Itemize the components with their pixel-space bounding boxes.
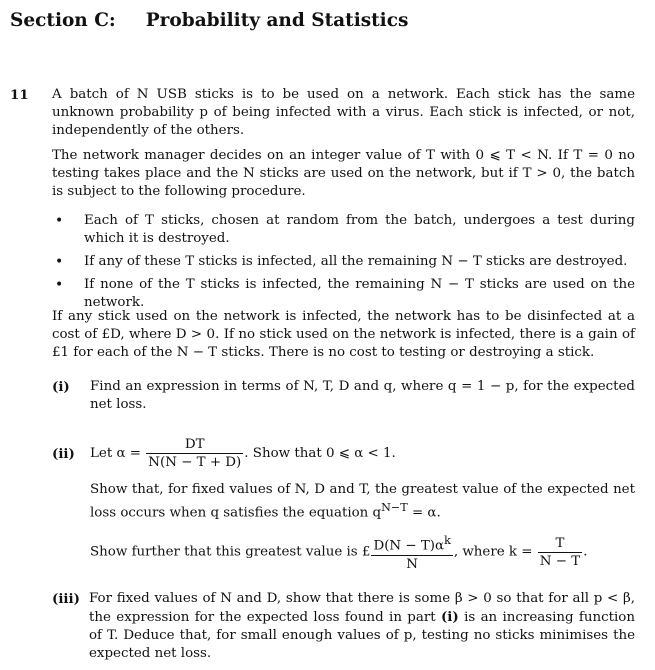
section-label: Section C:: [10, 10, 116, 31]
greatest-loss-a: Show that, for fixed values of N, D and T, the greatest value of the expected net loss occurs when q satisfies the equation q: [90, 482, 635, 521]
k-fraction: [538, 535, 582, 570]
question-number: 11: [10, 87, 29, 103]
alpha-fraction: [146, 436, 243, 471]
greatest-value-a: Show further that this greatest value is £: [90, 545, 371, 561]
alpha-let: Let α =: [90, 446, 141, 461]
part-ii: [52, 436, 635, 573]
part-reference: (i): [440, 609, 459, 625]
section-title: Probability and Statistics: [145, 10, 409, 31]
fraction-numerator: [371, 532, 452, 555]
list-item: • If none of the T sticks is infected, the remaining N − T sticks are used on the network.: [52, 276, 635, 312]
greatest-loss-b: = α.: [407, 505, 441, 521]
greatest-value-text: [90, 532, 635, 572]
fraction-denominator: N − T: [539, 554, 581, 570]
fraction-denominator: N: [406, 556, 418, 572]
question-procedure: The network manager decides on an integer value of T with 0 ⩽ T < N. If T = 0 no testing takes place and the N sticks are used on the network, but if T > 0, the batch is subject to the following procedure.: [52, 148, 635, 199]
part-i-text: Find an expression in terms of N, T, D and q, where q = 1 − p, for the expected net loss.: [90, 379, 635, 412]
fraction-numerator: T: [538, 535, 582, 553]
greatest-value-b: , where k =: [453, 545, 533, 561]
part-i: [52, 378, 635, 414]
question-intro: A batch of N USB sticks is to be used on a network. Each stick has the same unknown probability p of being infected with a virus. Each stick is infected, or not, independently of the others.: [52, 87, 635, 138]
value-fraction: [371, 532, 452, 572]
part-iii-b: is an increasing function of T. Deduce that, for small enough values of p, testing no sticks minimises the expected net loss.: [89, 610, 635, 661]
greatest-loss-text: [90, 481, 635, 522]
part-label: (i): [52, 379, 70, 395]
part-iii-text: [89, 590, 635, 663]
greatest-value-c: .: [583, 545, 588, 561]
part-iii-a: For fixed values of N and D, show that there is some β > 0 so that for all p < β, the expression for the expected loss found in part: [89, 591, 635, 625]
part-label: (ii): [52, 446, 75, 462]
value-numerator: D(N − T)α: [373, 538, 445, 554]
fraction-denominator: N(N − T + D): [148, 455, 242, 470]
exponent: k: [444, 534, 451, 548]
list-item: • Each of T sticks, chosen at random from the batch, undergoes a test during which it is destroyed.: [52, 212, 635, 248]
section-heading: [10, 10, 408, 32]
list-item: • If any of these T sticks is infected, all the remaining N − T sticks are destroyed.: [52, 253, 635, 271]
exponent: N−T: [381, 501, 408, 514]
procedure-list: [52, 212, 635, 317]
question-costs: If any stick used on the network is infected, the network has to be disinfected at a cost of £D, where D > 0. If no stick used on the network is infected, there is a gain of £1 for each of the N − T sticks. There is no cost to testing or destroying a stick.: [52, 309, 635, 360]
part-iii: [52, 590, 635, 663]
alpha-definition: [90, 436, 635, 471]
part-label: (iii): [52, 591, 80, 607]
fraction-numerator: DT: [146, 436, 243, 454]
part-ii-body: [90, 436, 635, 573]
alpha-show: . Show that 0 ⩽ α < 1.: [244, 446, 396, 461]
